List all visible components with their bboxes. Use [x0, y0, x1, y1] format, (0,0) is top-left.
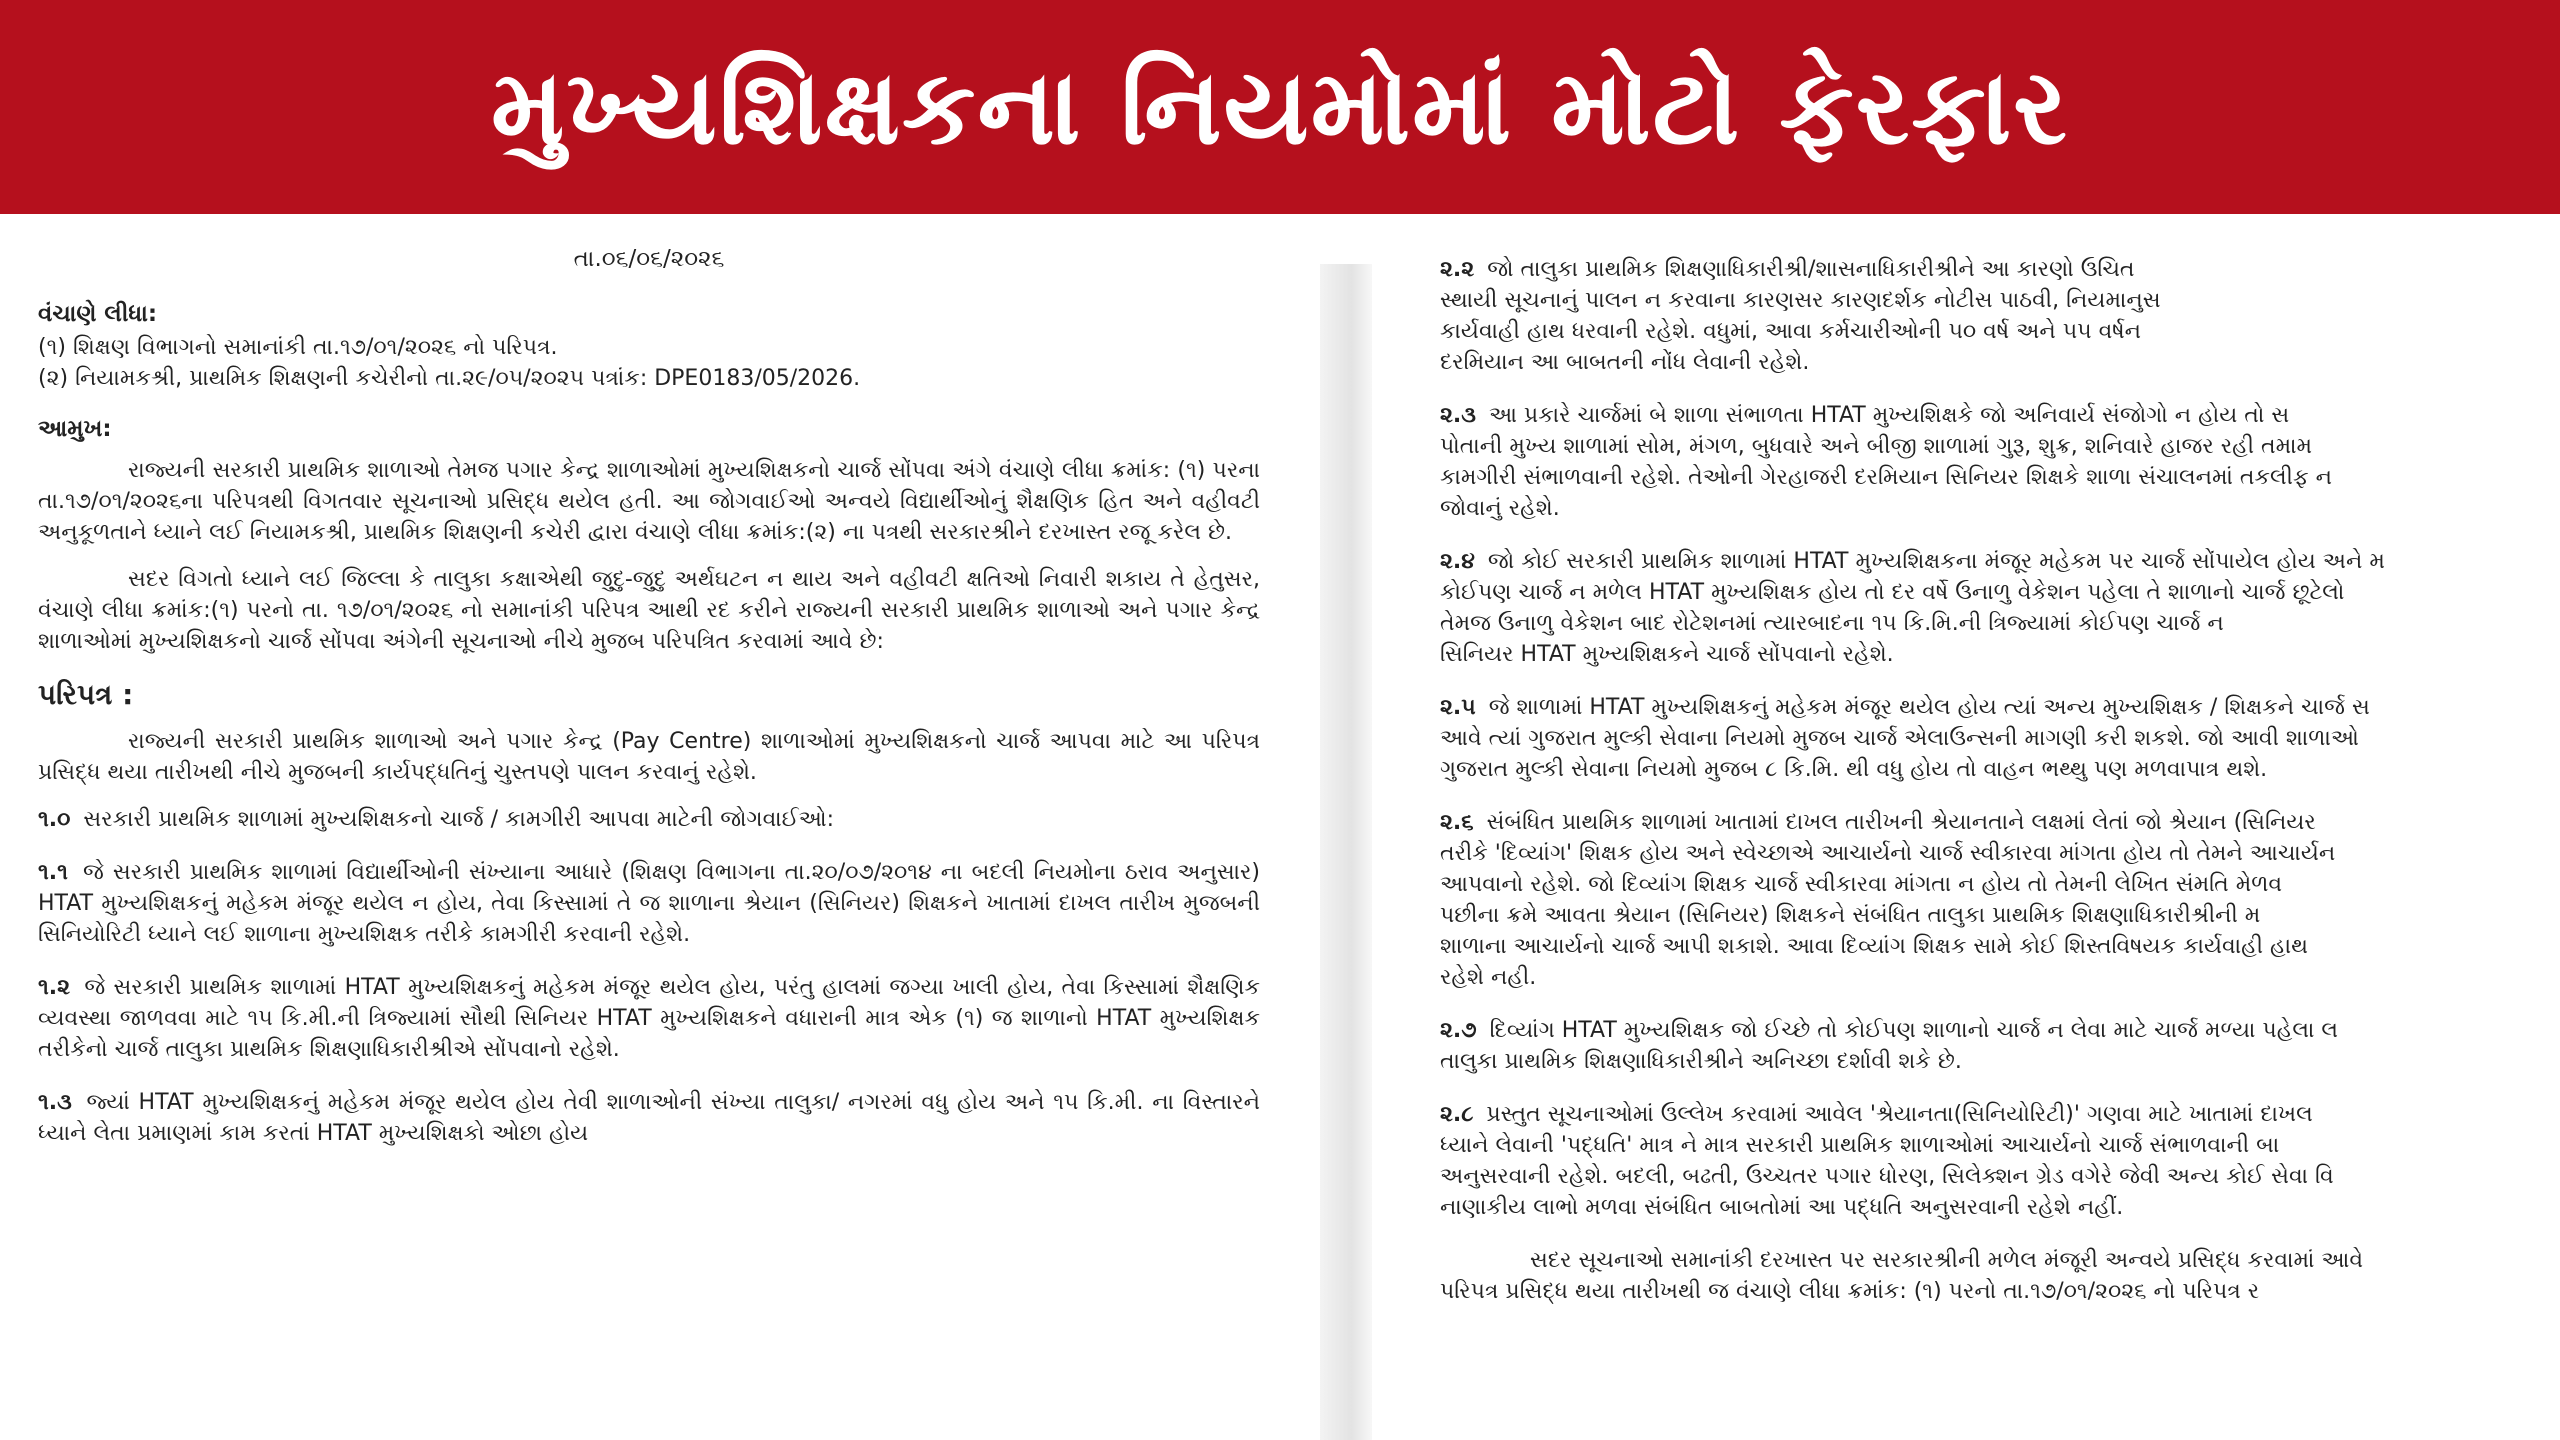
clause-2-8: [1440, 1099, 2560, 1223]
clause-2-7: [1440, 1015, 2560, 1077]
clause-number: ૨.૮: [1440, 1102, 1474, 1127]
page-gutter: [1320, 264, 1372, 1440]
clause-line: આવે ત્યાં ગુજરાત મુલ્કી સેવાના નિયમો મુજબ ચાર્જ એલાઉન્સની માગણી કરી શકશે. જો આવી શાળાઓ: [1440, 726, 2359, 751]
clause-line: દરમિયાન આ બાબતની નોંધ લેવાની રહેશે.: [1440, 350, 1810, 375]
preamble-label: આમુખ:: [38, 416, 112, 442]
clause-line: જોવાનું રહેશે.: [1440, 496, 1560, 521]
clause-number: ૧.૩: [38, 1090, 72, 1115]
circular-intro: રાજ્યની સરકારી પ્રાથમિક શાળાઓ અને પગાર કેન્દ્ર (Pay Centre) શાળાઓમાં મુખ્યશિક્ષકનો ચાર્જ આપવા માટે આ પરિપત્ર પ્રસિદ્ધ થયા તારીખથી નીચે મુજબની કાર્યપદ્ધતિનું ચુસ્તપણે પાલન કરવાનું રહેશે.: [38, 729, 1260, 785]
clause-1-1: [38, 857, 1260, 950]
clause-number: ૨.૭: [1440, 1018, 1477, 1043]
clause-line: નાણાકીય લાભો મળવા સંબંધિત બાબતોમાં આ પદ્ધતિ અનુસરવાની રહેશે નહીં.: [1440, 1195, 2124, 1220]
clause-line: ગુજરાત મુલ્કી સેવાના નિયમો મુજબ ૮ કિ.મિ. થી વધુ હોય તો વાહન ભથ્થુ પણ મળવાપાત્ર થશે.: [1440, 757, 2268, 782]
clause-number: ૨.૬: [1440, 810, 1474, 835]
clause-line: કાર્યવાહી હાથ ધરવાની રહેશે. વધુમાં, આવા કર્મચારીઓની ૫૦ વર્ષ અને ૫૫ વર્ષન: [1440, 319, 2142, 344]
clause-number: ૧.૧: [38, 860, 68, 885]
clause-number: ૨.૨: [1440, 257, 1475, 282]
clause-line: પરિપત્ર પ્રસિદ્ધ થયા તારીખથી જ વંચાણે લીધા ક્રમાંક: (૧) પરનો તા.૧૭/૦૧/૨૦૨૬ નો પરિપત્ર ર: [1440, 1279, 2260, 1304]
clause-line: રહેશે નહી.: [1440, 965, 1537, 990]
headline-banner: [0, 0, 2560, 214]
clause-line: પછીના ક્રમે આવતા શ્રેયાન (સિનિયર) શિક્ષકને સંબંધિત તાલુકા પ્રાથમિક શિક્ષણાધિકારીશ્રીની મ: [1440, 903, 2261, 928]
clause-line: દિવ્યાંગ HTAT મુખ્યશિક્ષક જો ઈચ્છે તો કોઈપણ શાળાનો ચાર્જ ન લેવા માટે ચાર્જ મળ્યા પહેલા લ: [1489, 1018, 2338, 1043]
clause-line: જો કોઈ સરકારી પ્રાથમિક શાળામાં HTAT મુખ્યશિક્ષકના મંજૂર મહેકમ પર ચાર્જ સોંપાયેલ હોય અને મ: [1487, 549, 2385, 574]
clause-line: ધ્યાને લેવાની 'પદ્ધતિ' માત્ર ને માત્ર સરકારી પ્રાથમિક શાળાઓમાં આચાર્યનો ચાર્જ સંભાળવાની બા: [1440, 1133, 2280, 1158]
clause-2-3: [1440, 400, 2560, 524]
clause-2-4: [1440, 546, 2560, 670]
circular-label: પરિપત્ર :: [38, 678, 134, 711]
clause-1-3: [38, 1087, 1260, 1149]
clause-number: ૨.૩: [1440, 403, 1476, 428]
clause-text: સરકારી પ્રાથમિક શાળામાં મુખ્યશિક્ષકનો ચાર્જ / કામગીરી આપવા માટેની જોગવાઈઓ:: [83, 807, 835, 832]
clause-line: તેમજ ઉનાળુ વેકેશન બાદ રોટેશનમાં ત્યારબાદના ૧૫ કિ.મિ.ની ત્રિજ્યામાં કોઈપણ ચાર્જ ન: [1440, 611, 2224, 636]
left-document-page: [38, 244, 1260, 1440]
clause-line: આપવાનો રહેશે. જો દિવ્યાંગ શિક્ષક ચાર્જ સ્વીકારવા માંગતા ન હોય તો તેમની લેખિત સંમતિ મેળવ: [1440, 872, 2283, 897]
right-document-page: [1440, 254, 2560, 1440]
clause-text: જે સરકારી પ્રાથમિક શાળામાં વિદ્યાર્થીઓની સંખ્યાના આધારે (શિક્ષણ વિભાગના તા.૨૦/૦૭/૨૦૧૪ ના બદલી નિયમોના ઠરાવ અનુસાર) HTAT મુખ્યશિક્ષકનું મહેકમ મંજૂર થયેલ ન હોય, તેવા કિસ્સામાં તે જ શાળાના શ્રેયાન (સિનિયર) શિક્ષકને ખાતામાં દાખલ તારીખ મુજબની સિનિયોરિટી ધ્યાને લઈ શાળાના મુખ્યશિક્ષક તરીકે કામગીરી કરવાની રહેશે.: [38, 860, 1260, 947]
clause-line: જે શાળામાં HTAT મુખ્યશિક્ષકનું મહેકમ મંજૂર થયેલ હોય ત્યાં અન્ય મુખ્યશિક્ષક / શિક્ષકને ચાર્જ સ: [1488, 695, 2370, 720]
clause-line: તરીકે 'દિવ્યાંગ' શિક્ષક હોય અને સ્વેચ્છાએ આચાર્યનો ચાર્જ સ્વીકારવા માંગતા હોય તો તેમને આચાર્યન: [1440, 841, 2336, 866]
clause-text: જે સરકારી પ્રાથમિક શાળામાં HTAT મુખ્યશિક્ષકનું મહેકમ મંજૂર થયેલ હોય, પરંતુ હાલમાં જગ્યા ખાલી હોય, તેવા કિસ્સામાં શૈક્ષણિક વ્યવસ્થા જાળવવા માટે ૧૫ કિ.મી.ની ત્રિજ્યામાં સૌથી સિનિયર HTAT મુખ્યશિક્ષકને વધારાની માત્ર એક (૧) જ શાળાનો HTAT મુખ્યશિક્ષક તરીકેનો ચાર્જ તાલુકા પ્રાથમિક શિક્ષણાધિકારીશ્રીએ સોંપવાનો રહેશે.: [38, 975, 1260, 1062]
clause-1-2: [38, 972, 1260, 1065]
clause-number: ૨.૫: [1440, 695, 1476, 720]
clause-number: ૧.૦: [38, 807, 71, 832]
reference-1: (૧) શિક્ષણ વિભાગનો સમાનાંકી તા.૧૭/૦૧/૨૦૨૬ નો પરિપત્ર.: [38, 335, 558, 360]
clause-line: પોતાની મુખ્ય શાળામાં સોમ, મંગળ, બુધવારે અને બીજી શાળામાં ગુરૂ, શુક્ર, શનિવારે હાજર રહી તમામ: [1440, 434, 2313, 459]
clause-2-2: [1440, 254, 2560, 378]
clause-line: સિનિયર HTAT મુખ્યશિક્ષકને ચાર્જ સોંપવાનો રહેશે.: [1440, 642, 1894, 667]
closing-paragraph: [1440, 1245, 2560, 1307]
clause-line: સંબંધિત પ્રાથમિક શાળામાં ખાતામાં દાખલ તારીખની શ્રેયાનતાને લક્ષમાં લેતાં જો શ્રેયાન (સિનિયર: [1486, 810, 2316, 835]
headline-title: મુખ્યશિક્ષકના નિયમોમાં મોટો ફેરફાર: [491, 45, 2069, 168]
clause-line: અનુસરવાની રહેશે. બદલી, બઢતી, ઉચ્ચતર પગાર ધોરણ, સિલેક્શન ગ્રેડ વગેરે જેવી અન્ય કોઈ સેવા વિ: [1440, 1164, 2334, 1189]
clause-line: કોઈપણ ચાર્જ ન મળેલ HTAT મુખ્યશિક્ષક હોય તો દર વર્ષે ઉનાળુ વેકેશન પહેલા તે શાળાનો ચાર્જ છૂટેલો: [1440, 580, 2345, 605]
document-spread: [0, 214, 2560, 1440]
clause-number: ૨.૪: [1440, 549, 1475, 574]
read-label: વંચાણે લીધા:: [38, 301, 158, 327]
clause-2-5: [1440, 692, 2560, 785]
clause-line: શાળાના આચાર્યનો ચાર્જ આપી શકાશે. આવા દિવ્યાંગ શિક્ષક સામે કોઈ શિસ્તવિષયક કાર્યવાહી હાથ: [1440, 934, 2308, 959]
clause-line: આ પ્રકારે ચાર્જમાં બે શાળા સંભાળતા HTAT મુખ્યશિક્ષકે જો અનિવાર્ય સંજોગો ન હોય તો સ: [1488, 403, 2290, 428]
clause-line: જો તાલુકા પ્રાથમિક શિક્ષણાધિકારીશ્રી/શાસનાધિકારીશ્રીને આ કારણો ઉચિત: [1487, 257, 2135, 282]
clause-text: જ્યાં HTAT મુખ્યશિક્ષકનું મહેકમ મંજૂર થયેલ હોય તેવી શાળાઓની સંખ્યા તાલુકા/ નગરમાં વધુ હોય અને ૧૫ કિ.મી. ના વિસ્તારને ધ્યાને લેતા પ્રમાણમાં કામ કરતાં HTAT મુખ્યશિક્ષકો ઓછા હોય: [38, 1090, 1260, 1146]
preamble-paragraph-2: સદર વિગતો ધ્યાને લઈ જિલ્લા કે તાલુકા કક્ષાએથી જુદુ-જુદુ અર્થઘટન ન થાય અને વહીવટી ક્ષતિઓ નિવારી શકાય તે હેતુસર, વંચાણે લીધા ક્રમાંક:(૧) પરનો તા. ૧૭/૦૧/૨૦૨૬ નો સમાનાંકી પરિપત્ર આથી રદ કરીને રાજ્યની સરકારી પ્રાથમિક શાળાઓ અને પગાર કેન્દ્ર શાળાઓમાં મુખ્યશિક્ષકનો ચાર્જ સોંપવા અંગેની સૂચનાઓ નીચે મુજબ પરિપત્રિત કરવામાં આવે છે:: [38, 567, 1260, 654]
clause-line: કામગીરી સંભાળવાની રહેશે. તેઓની ગેરહાજરી દરમિયાન સિનિયર શિક્ષકે શાળા સંચાલનમાં તકલીફ ન: [1440, 465, 2333, 490]
clause-number: ૧.૨: [38, 975, 71, 1000]
preamble-paragraph-1: રાજ્યની સરકારી પ્રાથમિક શાળાઓ તેમજ પગાર કેન્દ્ર શાળાઓમાં મુખ્યશિક્ષકનો ચાર્જ સોંપવા અંગે વંચાણે લીધા ક્રમાંક: (૧) પરના તા.૧૭/૦૧/૨૦૨૬ના પરિપત્રથી વિગતવાર સૂચનાઓ પ્રસિદ્ધ થયેલ હતી. આ જોગવાઈઓ અન્વયે વિદ્યાર્થીઓનું શૈક્ષણિક હિત અને વહીવટી અનુકૂળતાને ધ્યાને લઈ નિયામકશ્રી, પ્રાથમિક શિક્ષણની કચેરી દ્વારા વંચાણે લીધા ક્રમાંક:(૨) ના પત્રથી સરકારશ્રીને દરખાસ્ત રજૂ કરેલ છે.: [38, 458, 1260, 545]
document-date: તા.૦૬/૦૬/૨૦૨૬: [573, 246, 725, 272]
clause-line: તાલુકા પ્રાથમિક શિક્ષણાધિકારીશ્રીને અનિચ્છા દર્શાવી શકે છે.: [1440, 1049, 1962, 1074]
reference-2: (૨) નિયામકશ્રી, પ્રાથમિક શિક્ષણની કચેરીનો તા.૨૯/૦૫/૨૦૨૫ પત્રાંક: DPE0183/05/2026.: [38, 366, 861, 391]
clause-line: પ્રસ્તુત સૂચનાઓમાં ઉલ્લેખ કરવામાં આવેલ 'શ્રેયાનતા(સિનિયોરિટી)' ગણવા માટે ખાતામાં દાખલ: [1486, 1102, 2313, 1127]
clause-2-6: [1440, 807, 2560, 993]
clause-line: સ્થાયી સૂચનાનું પાલન ન કરવાના કારણસર કારણદર્શક નોટીસ પાઠવી, નિયમાનુસ: [1440, 288, 2161, 313]
clause-1-0: [38, 804, 1260, 835]
clause-line: સદર સૂચનાઓ સમાનાંકી દરખાસ્ત પર સરકારશ્રીની મળેલ મંજૂરી અન્વયે પ્રસિદ્ધ કરવામાં આવે: [1530, 1248, 2364, 1273]
